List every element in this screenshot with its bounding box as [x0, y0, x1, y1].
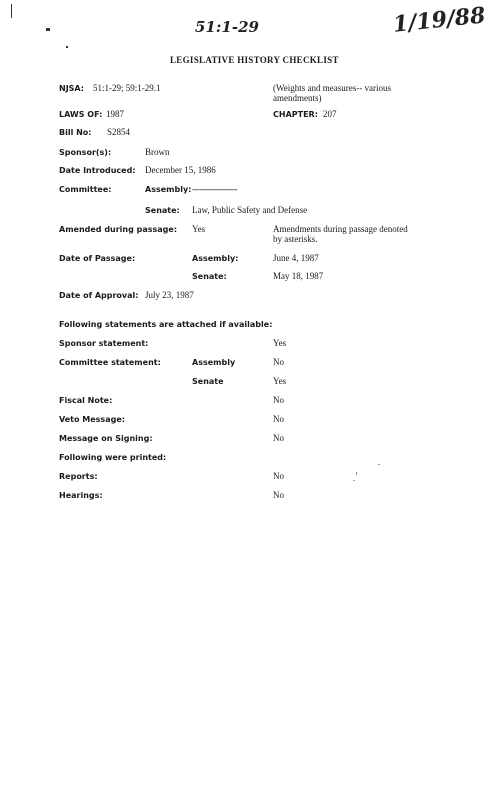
committee-statement-label: Committee statement: [59, 358, 161, 367]
handwritten-date: 1/19/88 [391, 2, 487, 38]
amended-note-line1: Amendments during passage denoted [273, 224, 408, 234]
committee-assembly-value: ------------------ [192, 184, 237, 194]
signing-message-value: No [273, 433, 284, 443]
committee-statement-senate-value: Yes [273, 376, 287, 386]
printed-heading: Following were printed: [59, 453, 167, 462]
committee-statement-assembly-value: No [273, 357, 284, 367]
scan-mark-dot-small [66, 46, 68, 48]
scan-mark-top-left [11, 4, 12, 18]
scan-speck-2 [356, 472, 357, 475]
njsa-subject-line2: amendments) [273, 93, 322, 103]
fiscal-note-value: No [273, 395, 284, 405]
veto-message-label: Veto Message: [59, 415, 125, 424]
passage-assembly-value: June 4, 1987 [273, 253, 319, 263]
reports-label: Reports: [59, 472, 98, 481]
committee-statement-senate-label: Senate [192, 377, 224, 386]
bill-value: S2854 [107, 127, 131, 137]
amended-note-line2: by asterisks. [273, 234, 318, 244]
amended-value: Yes [192, 224, 206, 234]
passage-label: Date of Passage: [59, 254, 136, 263]
amended-label: Amended during passage: [59, 225, 178, 234]
njsa-label: NJSA: [59, 84, 84, 93]
sponsor-statement-value: Yes [273, 338, 287, 348]
fiscal-note-label: Fiscal Note: [59, 396, 113, 405]
chapter-label: CHAPTER: [273, 110, 318, 119]
approval-value: July 23, 1987 [145, 290, 194, 300]
passage-senate-label: Senate: [192, 272, 227, 281]
chapter-value: 207 [323, 109, 337, 119]
sponsor-value: Brown [145, 147, 170, 157]
committee-assembly-label: Assembly: [145, 185, 192, 194]
signing-message-label: Message on Signing: [59, 434, 153, 443]
date-introduced-value: December 15, 1986 [145, 165, 216, 175]
sponsor-statement-label: Sponsor statement: [59, 339, 149, 348]
scan-speck-1 [378, 464, 380, 465]
committee-senate-label: Senate: [145, 206, 180, 215]
njsa-value: 51:1-29; 59:1-29.1 [93, 83, 161, 93]
njsa-subject-line1: (Weights and measures-- various [273, 83, 391, 93]
page-title: LEGISLATIVE HISTORY CHECKLIST [170, 55, 339, 65]
attached-heading: Following statements are attached if available: [59, 320, 273, 329]
passage-assembly-label: Assembly: [192, 254, 239, 263]
sponsor-label: Sponsor(s): [59, 148, 112, 157]
committee-label: Committee: [59, 185, 112, 194]
laws-of-value: 1987 [106, 109, 124, 119]
committee-senate-value: Law, Public Safety and Defense [192, 205, 308, 215]
scan-speck-3 [353, 480, 355, 481]
reports-value: No [273, 471, 284, 481]
bill-label: Bill No: [59, 128, 92, 137]
passage-senate-value: May 18, 1987 [273, 271, 324, 281]
approval-label: Date of Approval: [59, 291, 139, 300]
handwritten-code: 51:1-29 [195, 18, 259, 36]
date-introduced-label: Date Introduced: [59, 166, 136, 175]
laws-of-label: LAWS OF: [59, 110, 103, 119]
hearings-label: Hearings: [59, 491, 103, 500]
scan-mark-dot [46, 28, 50, 31]
hearings-value: No [273, 490, 284, 500]
committee-statement-assembly-label: Assembly [192, 358, 236, 367]
veto-message-value: No [273, 414, 284, 424]
